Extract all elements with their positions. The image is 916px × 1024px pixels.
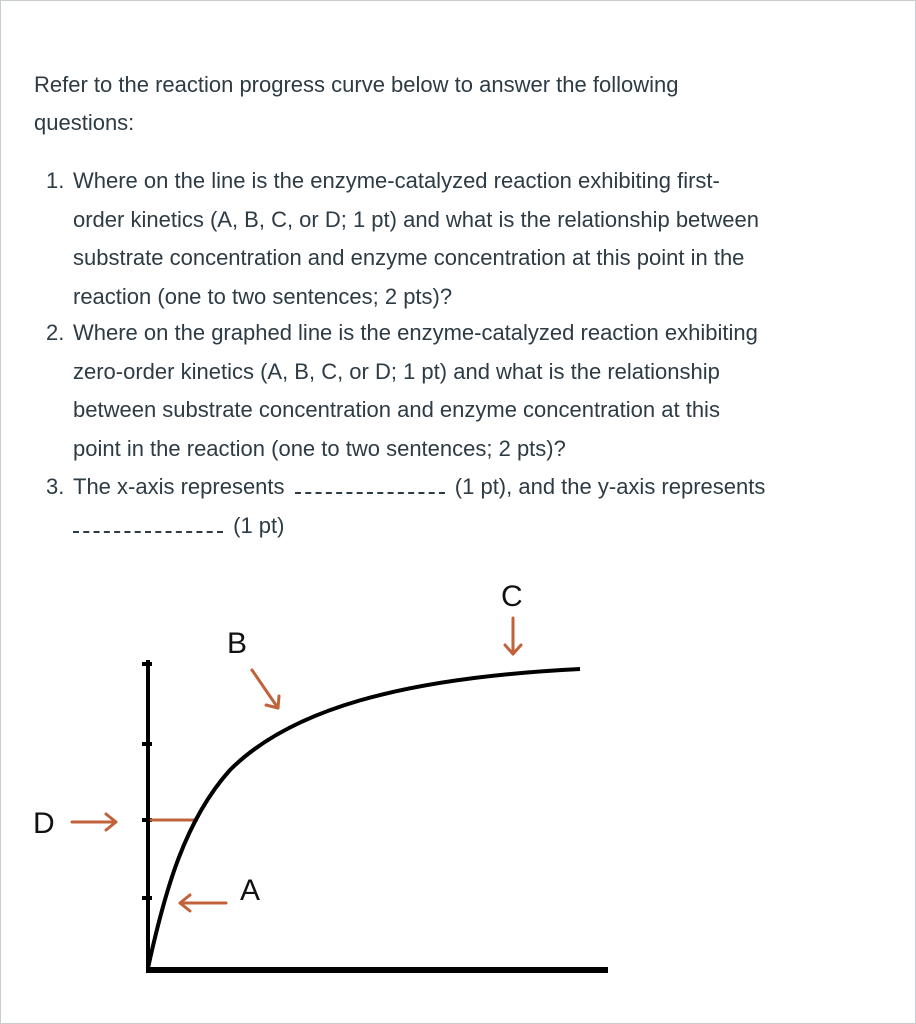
intro-line-2: questions: [34,110,135,135]
question-text-part: The x-axis represents [73,474,285,499]
intro-text [34,66,854,142]
question-text-line: order kinetics (A, B, C, or D; 1 pt) and what is the relationship between [73,206,759,232]
question-text-part: (1 pt) [233,512,285,538]
arrow-d-icon [72,814,116,830]
intro-line-1: Refer to the reaction progress curve below to answer the following [34,72,679,97]
reaction-progress-figure [0,560,916,1024]
label-c: C [501,580,523,613]
question-number: 2. [46,320,65,345]
reaction-curve [148,669,580,968]
arrow-a-icon [180,895,226,911]
question-text-line: zero-order kinetics (A, B, C, or D; 1 pt) and what is the relationship [73,358,720,384]
question-2 [46,314,876,468]
arrow-b-icon [252,670,279,708]
question-number: 1. [46,168,65,193]
question-text-line: point in the reaction (one to two sentences; 2 pts)? [73,435,566,461]
question-text-line: reaction (one to two sentences; 2 pts)? [73,283,453,309]
question-number: 3. [46,474,65,499]
label-d: D [33,807,55,840]
question-text-line: Where on the graphed line is the enzyme-catalyzed reaction exhibiting [73,320,758,345]
arrow-c-icon [505,618,521,654]
question-1 [46,162,876,316]
label-a: A [240,874,261,907]
question-text-line: between substrate concentration and enzyme concentration at this [73,397,720,422]
question-text-line: substrate concentration and enzyme concentration at this point in the [73,245,745,270]
question-text-part: (1 pt), and the y-axis represents [454,474,766,499]
label-b: B [227,627,248,660]
question-text-line: Where on the line is the enzyme-catalyzed reaction exhibiting first- [73,168,720,193]
y-axis-answer-blank [73,513,223,533]
question-3 [46,468,876,545]
x-axis-answer-blank [295,474,445,494]
